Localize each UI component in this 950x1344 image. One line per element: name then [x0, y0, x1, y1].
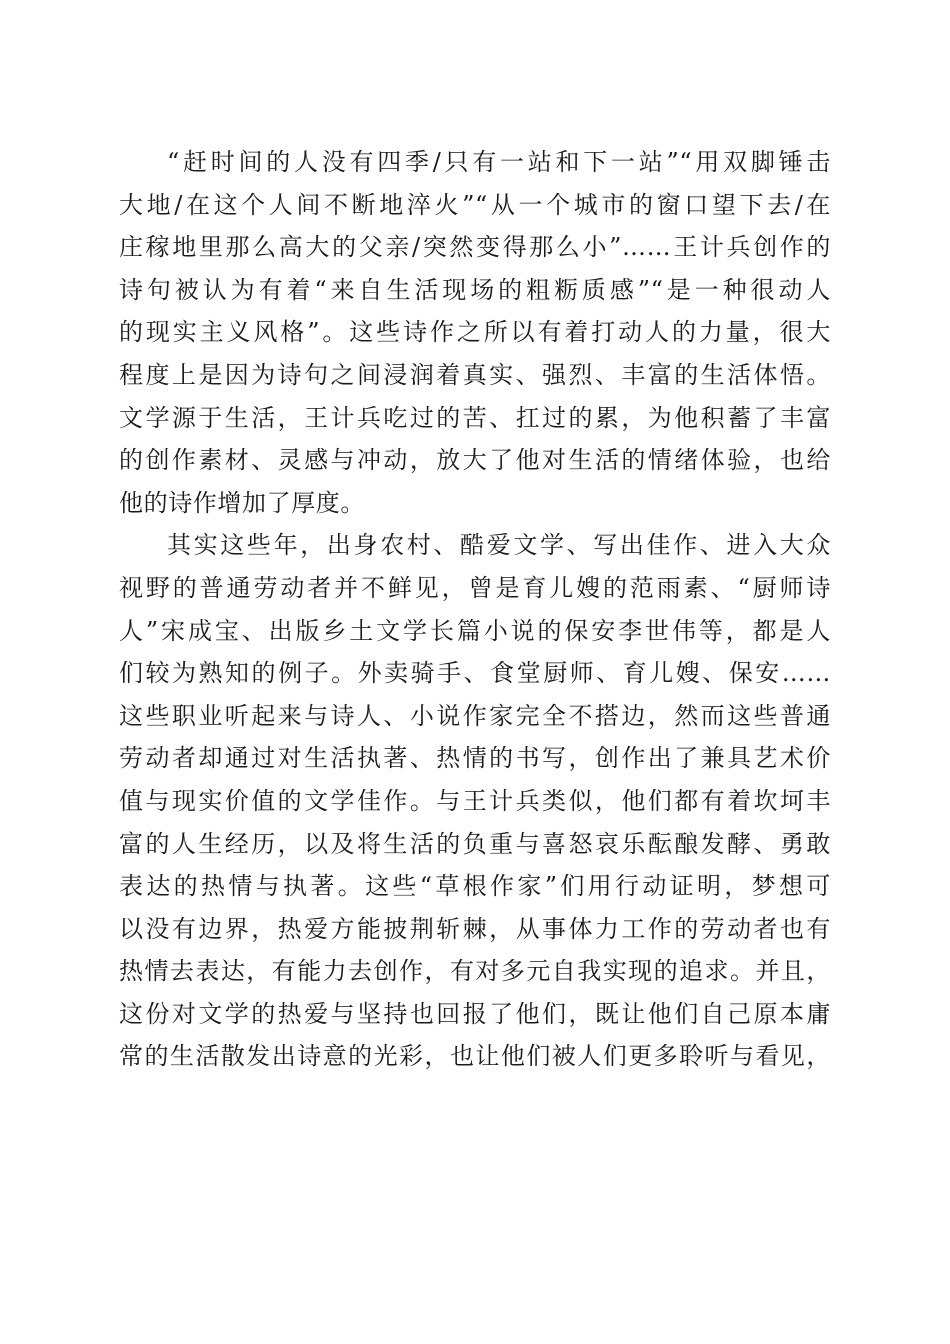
article-body — [119, 141, 831, 1078]
paragraph-1-line-7: 文学源于生活，王计兵吃过的苦、扛过的累，为他积蓄了丰富 — [119, 403, 831, 432]
paragraph-1-line-4: 诗句被认为有着“来自生活现场的粗粝质感”“是一种很动人 — [119, 275, 831, 304]
paragraph-2-line-7: 值与现实价值的文学佳作。与王计兵类似，他们都有着坎坷丰 — [119, 786, 831, 815]
paragraph-1-line-1: “赶时间的人没有四季/只有一站和下一站”“用双脚锤击 — [167, 148, 831, 176]
paragraph-2-line-4: 们较为熟知的例子。外卖骑手、食堂厨师、育儿嫂、保安…… — [119, 659, 831, 688]
paragraph-2-line-8: 富的人生经历，以及将生活的负重与喜怒哀乐酝酿发酵、勇敢 — [119, 829, 831, 858]
paragraph-2-line-3: 人”宋成宝、出版乡土文学长篇小说的保安李世伟等，都是人 — [119, 616, 831, 645]
paragraph-2-line-13: 常的生活散发出诗意的光彩，也让他们被人们更多聆听与看见， — [119, 1042, 831, 1071]
paragraph-1-line-2: 大地/在这个人间不断地淬火”“从一个城市的窗口望下去/在 — [119, 190, 831, 219]
paragraph-2-line-5: 这些职业听起来与诗人、小说作家完全不搭边，然而这些普通 — [119, 701, 831, 730]
paragraph-1-line-8: 的创作素材、灵感与冲动，放大了他对生活的情绪体验，也给 — [119, 446, 831, 475]
paragraph-1-line-3: 庄稼地里那么高大的父亲/突然变得那么小”……王计兵创作的 — [119, 233, 831, 262]
paragraph-1-line-9: 他的诗作增加了厚度。 — [119, 488, 365, 517]
paragraph-2-line-12: 这份对文学的热爱与坚持也回报了他们，既让他们自己原本庸 — [119, 999, 831, 1028]
paragraph-2-line-2: 视野的普通劳动者并不鲜见，曾是育儿嫂的范雨素、“厨师诗 — [119, 573, 831, 602]
paragraph-1-line-5: 的现实主义风格”。这些诗作之所以有着打动人的力量，很大 — [119, 318, 831, 347]
paragraph-2-line-1: 其实这些年，出身农村、酷爱文学、写出佳作、进入大众 — [167, 531, 831, 560]
paragraph-2-line-10: 以没有边界，热爱方能披荆斩棘，从事体力工作的劳动者也有 — [119, 914, 831, 943]
paragraph-2-line-6: 劳动者却通过对生活执著、热情的书写，创作出了兼具艺术价 — [119, 744, 831, 773]
paragraph-2-line-9: 表达的热情与执著。这些“草根作家”们用行动证明，梦想可 — [119, 872, 831, 901]
paragraph-2-line-11: 热情去表达，有能力去创作，有对多元自我实现的追求。并且， — [119, 957, 831, 986]
paragraph-1-line-6: 程度上是因为诗句之间浸润着真实、强烈、丰富的生活体悟。 — [119, 360, 831, 389]
